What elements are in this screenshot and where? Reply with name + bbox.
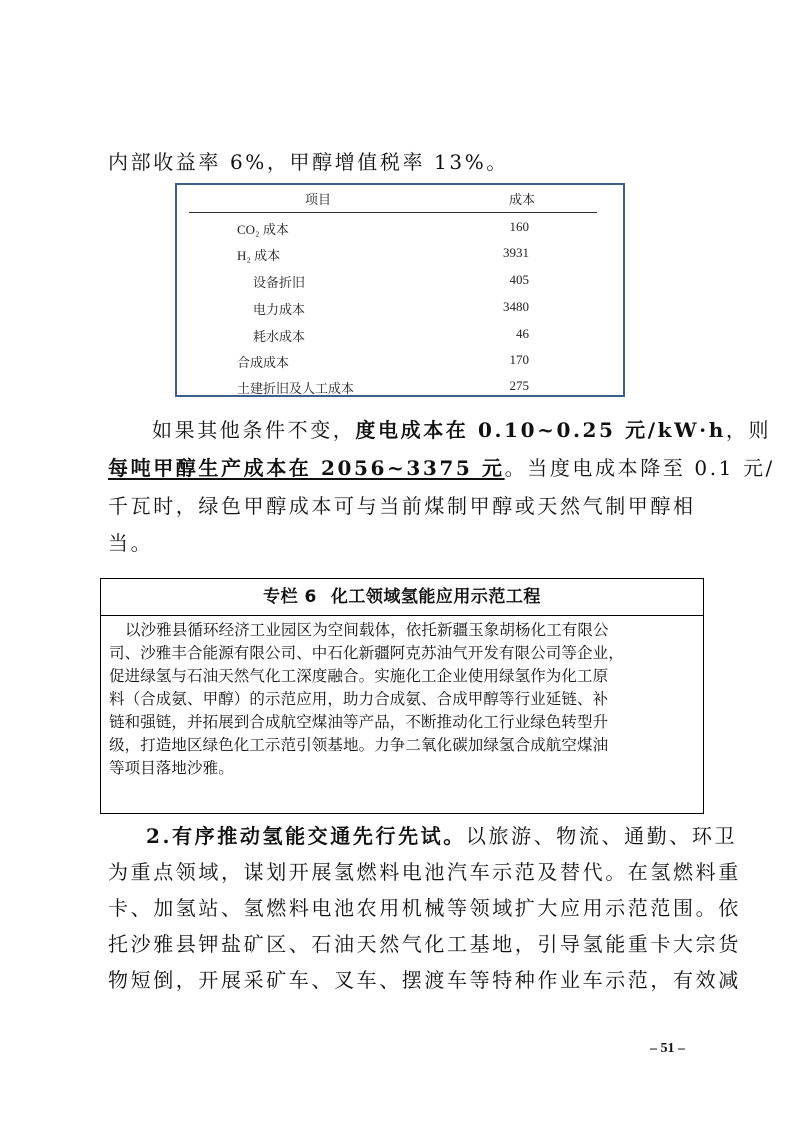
box-line: 料（合成氨、甲醇）的示范应用，助力合成氨、合成甲醇等行业延链、补 xyxy=(109,690,609,708)
box-line: 链和强链，并拓展到合成航空煤油等产品，不断推动化工行业绿色转型升 xyxy=(109,713,609,731)
paragraph-line: 内部收益率 6%，甲醇增值税率 13%。 xyxy=(108,150,509,174)
emphasis-text: 度电成本在 0.10~0.25 元/kW·h xyxy=(355,418,726,442)
paragraph-line: 卡、加氢站、氢燃料电池农用机械等领域扩大应用示范范围。依 xyxy=(108,896,741,920)
box-line: 促进绿氢与石油天然气化工深度融合。实施化工企业使用绿氢作为化工原 xyxy=(109,667,609,685)
page-number: – 51 – xyxy=(650,1041,685,1056)
row-item: 电力成本 xyxy=(253,302,306,317)
table-row xyxy=(177,299,623,319)
text-run: ，则 xyxy=(725,418,772,442)
emphasis-underlined-text: 每吨甲醇生产成本在 2056~3375 元 xyxy=(108,456,505,480)
column-box xyxy=(100,578,704,814)
paragraph-line: 千瓦时，绿色甲醇成本可与当前煤制甲醇或天然气制甲醇相 xyxy=(108,494,696,518)
table-row xyxy=(177,272,623,292)
row-value: 3931 xyxy=(503,245,529,260)
row-value: 46 xyxy=(516,326,529,341)
box-title-number: 专栏 6 xyxy=(263,587,317,607)
row-value: 275 xyxy=(509,378,529,393)
paragraph-line: 为重点领域，谋划开展氢燃料电池汽车示范及替代。在氢燃料重 xyxy=(108,860,741,884)
box-line: 司、沙雅丰合能源有限公司、中石化新疆阿克苏油气开发有限公司等企业， xyxy=(109,644,624,662)
table-row xyxy=(177,378,623,398)
paragraph-line: 当。 xyxy=(108,531,154,555)
paragraph-line xyxy=(146,824,738,848)
row-value: 160 xyxy=(509,219,529,234)
table-row xyxy=(177,326,623,346)
box-title-text: 化工领域氢能应用示范工程 xyxy=(330,587,541,607)
box-line: 级，打造地区绿色化工示范引领基地。力争二氧化碳加绿氢合成航空煤油 xyxy=(109,736,609,754)
row-item: CO₂ 成本 xyxy=(237,222,289,237)
paragraph-line: 托沙雅县钾盐矿区、石油天然气化工基地，引导氢能重卡大宗货 xyxy=(108,932,741,956)
table-row xyxy=(177,219,623,239)
table-rule xyxy=(189,212,597,213)
row-item: 合成成本 xyxy=(237,355,290,370)
paragraph-line xyxy=(108,456,775,480)
cost-table xyxy=(175,183,625,397)
row-item: 耗水成本 xyxy=(253,329,306,344)
row-value: 170 xyxy=(509,352,529,367)
table-row xyxy=(177,245,623,265)
row-value: 405 xyxy=(509,272,529,287)
column-header-item: 项目 xyxy=(305,192,332,207)
box-line: 等项目落地沙雅。 xyxy=(109,759,234,777)
paragraph-line xyxy=(152,418,772,442)
box-line: 以沙雅县循环经济工业园区为空间载体，依托新疆玉象胡杨化工有限公 xyxy=(125,621,609,639)
row-value: 3480 xyxy=(503,299,529,314)
section-heading: 2.有序推动氢能交通先行先试。 xyxy=(146,824,466,848)
text-run: 。当度电成本降至 0.1 元/ xyxy=(504,456,775,480)
table-row xyxy=(177,352,623,372)
text-run: 如果其他条件不变， xyxy=(152,418,356,442)
paragraph-line: 物短倒，开展采矿车、叉车、摆渡车等特种作业车示范，有效减 xyxy=(108,968,741,992)
row-item: H₂ 成本 xyxy=(237,248,281,263)
text-run: 以旅游、物流、通勤、环卫 xyxy=(465,824,738,848)
row-item: 设备折旧 xyxy=(253,275,306,290)
table-header xyxy=(177,189,623,209)
row-item: 土建折旧及人工成本 xyxy=(237,381,355,396)
column-header-cost: 成本 xyxy=(509,192,536,207)
box-title xyxy=(101,579,703,616)
